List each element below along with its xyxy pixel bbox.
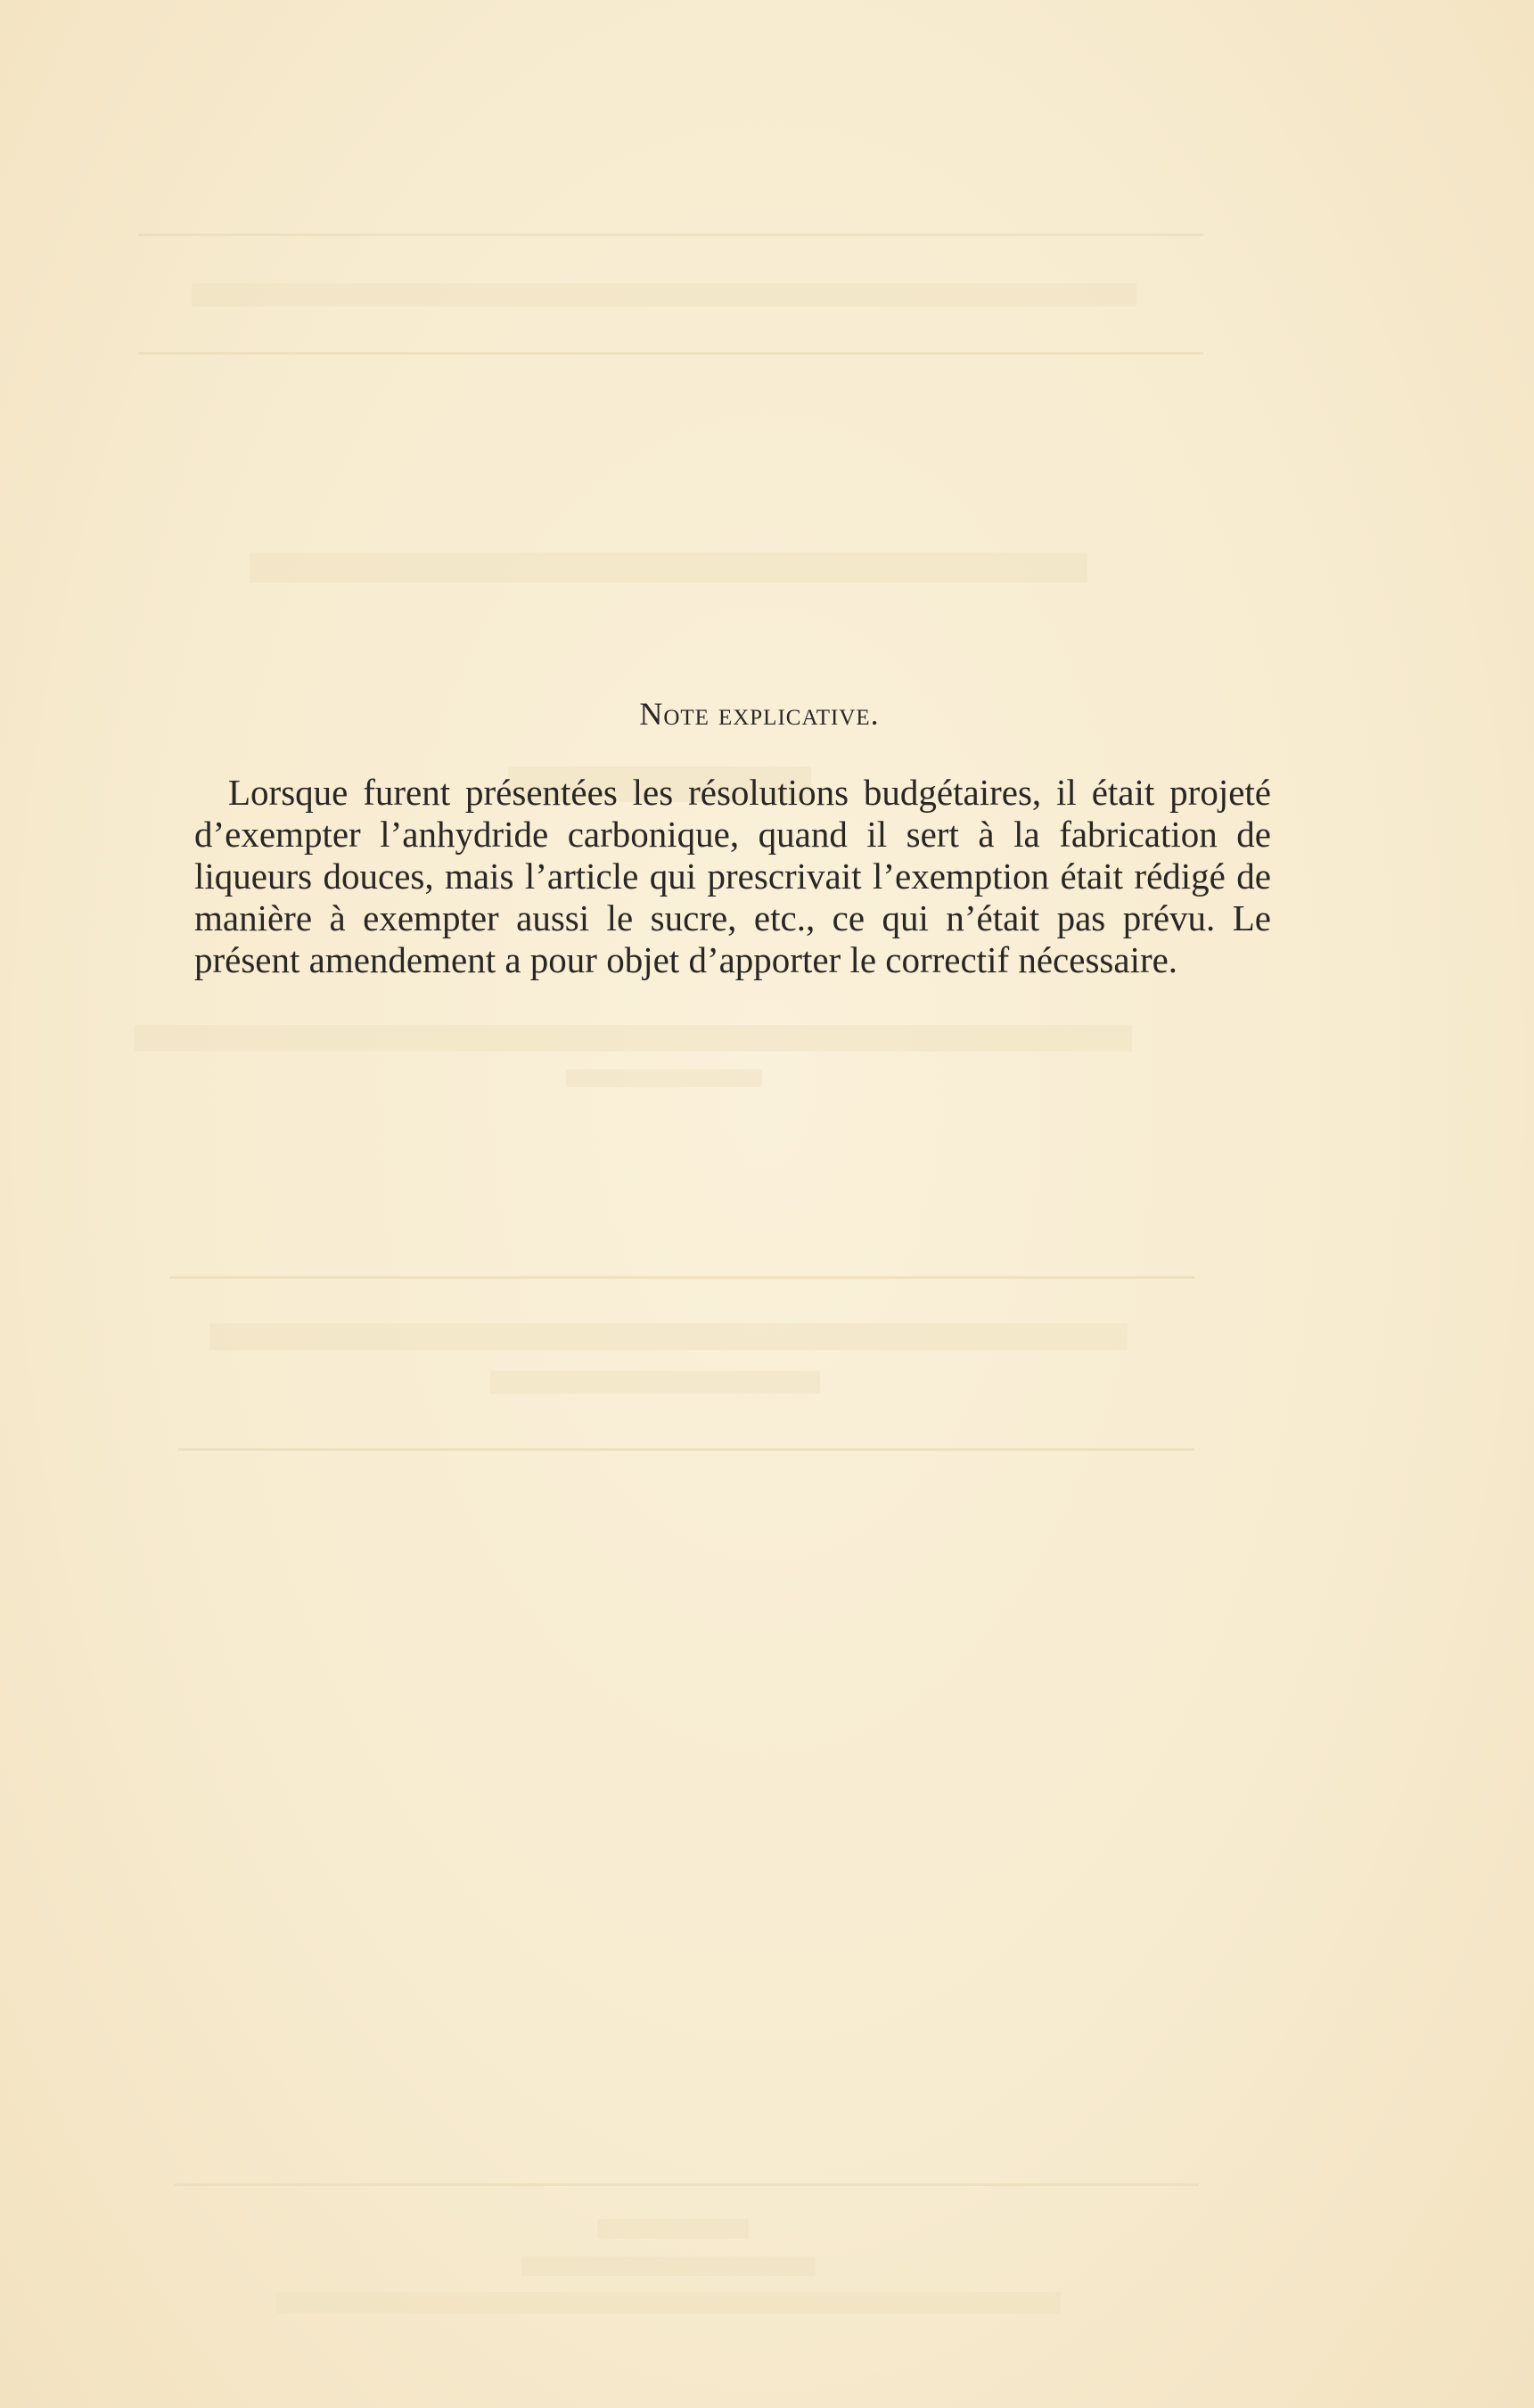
- show-through-rule: [138, 233, 1203, 236]
- show-through-text: [521, 2256, 816, 2276]
- show-through-text: [597, 2219, 749, 2239]
- show-through-text: [276, 2292, 1061, 2314]
- show-through-rule: [174, 2183, 1199, 2186]
- show-through-text: [134, 1025, 1132, 1052]
- show-through-text: [250, 553, 1087, 583]
- explanatory-note: [194, 695, 1271, 981]
- show-through-rule: [169, 1276, 1194, 1279]
- note-body: Lorsque furent présentées les résolutions budgétaires, il était projeté d’exempter l’anhydride carbonique, quand il sert à la fabrication de liqueurs douces, mais l’article qui prescrivait l’exemption était rédigé de manière à exempter aussi le sucre, etc., ce qui n’était pas prévu. Le présent amendement a pour objet d’apporter le correctif nécessaire.: [194, 772, 1271, 980]
- show-through-text: [490, 1371, 820, 1394]
- show-through-text: [192, 283, 1136, 307]
- show-through-rule: [138, 352, 1203, 355]
- show-through-text: [209, 1323, 1128, 1350]
- show-through-text: [566, 1069, 762, 1087]
- show-through-rule: [178, 1448, 1194, 1451]
- note-title: Note explicative.: [639, 696, 880, 732]
